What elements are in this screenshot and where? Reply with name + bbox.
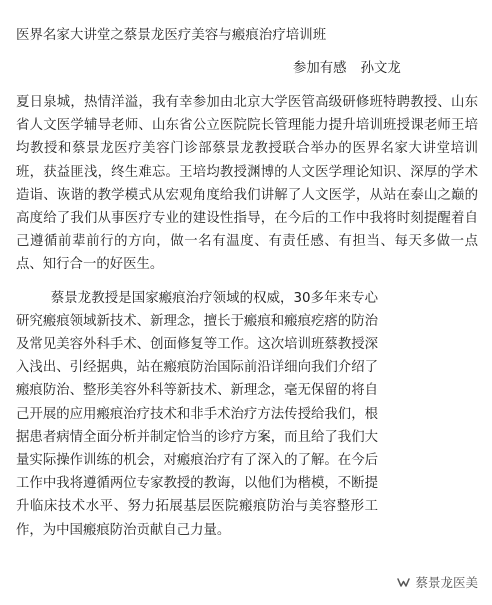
account-watermark [396, 575, 478, 591]
article-title: 医界名家大讲堂之蔡景龙医疗美容与瘢痕治疗培训班 [16, 28, 327, 43]
paragraph-1: 夏日泉城，热情洋溢，我有幸参加由北京大学医管高级研修班特聘教授、山东省人文医学辅导老师、山东省公立医院院长管理能力提升培训班授课老师王培均教授和蔡景龙医疗美容门诊部蔡景龙教授联合举办的医界名家大讲堂培训班，获益匪浅，终生难忘。王培均教授渊博的人文医学理论知识、深厚的学术造诣、诙谐的教学模式从宏观角度给我们讲解了人文医学，从站在泰山之巅的高度给了我们从事医疗专业的建设性指导，在今后的工作中我将时刻提醒着自己遵循前辈前行的方向，做一名有温度、有责任感、有担当、每天多做一点点、知行合一的好医生。 [16, 95, 478, 273]
author-name: 孙文龙 [360, 61, 401, 76]
author-line [16, 59, 478, 79]
paragraph-2: 蔡景龙教授是国家瘢痕治疗领域的权威，30多年来专心研究瘢痕领域新技术、新理念，擅长于瘢痕和瘢痕疙瘩的防治及常见美容外科手术、创面修复等工作。这次培训班蔡教授深入浅出、引经据典，站在瘢痕防治国际前沿详细向我们介绍了瘢痕防治、整形美容外科等新技术、新理念，毫无保留的将自己开展的应用瘢痕治疗技术和非手术治疗方法传授给我们，根据患者病情全面分析并制定恰当的诊疗方案，而且给了我们大量实际操作训练的机会，对瘢痕治疗有了深入的了解。在今后工作中我将遵循两位专家教授的教诲，以他们为楷模，不断提升临床技术水平、努力拓展基层医院瘢痕防治与美容整形工作，为中国瘢痕防治贡献自己力量。 [16, 290, 378, 538]
author-prefix: 参加有感 [293, 61, 347, 76]
wechat-channel-icon [396, 577, 411, 590]
watermark-label: 蔡景龙医美 [415, 575, 478, 590]
